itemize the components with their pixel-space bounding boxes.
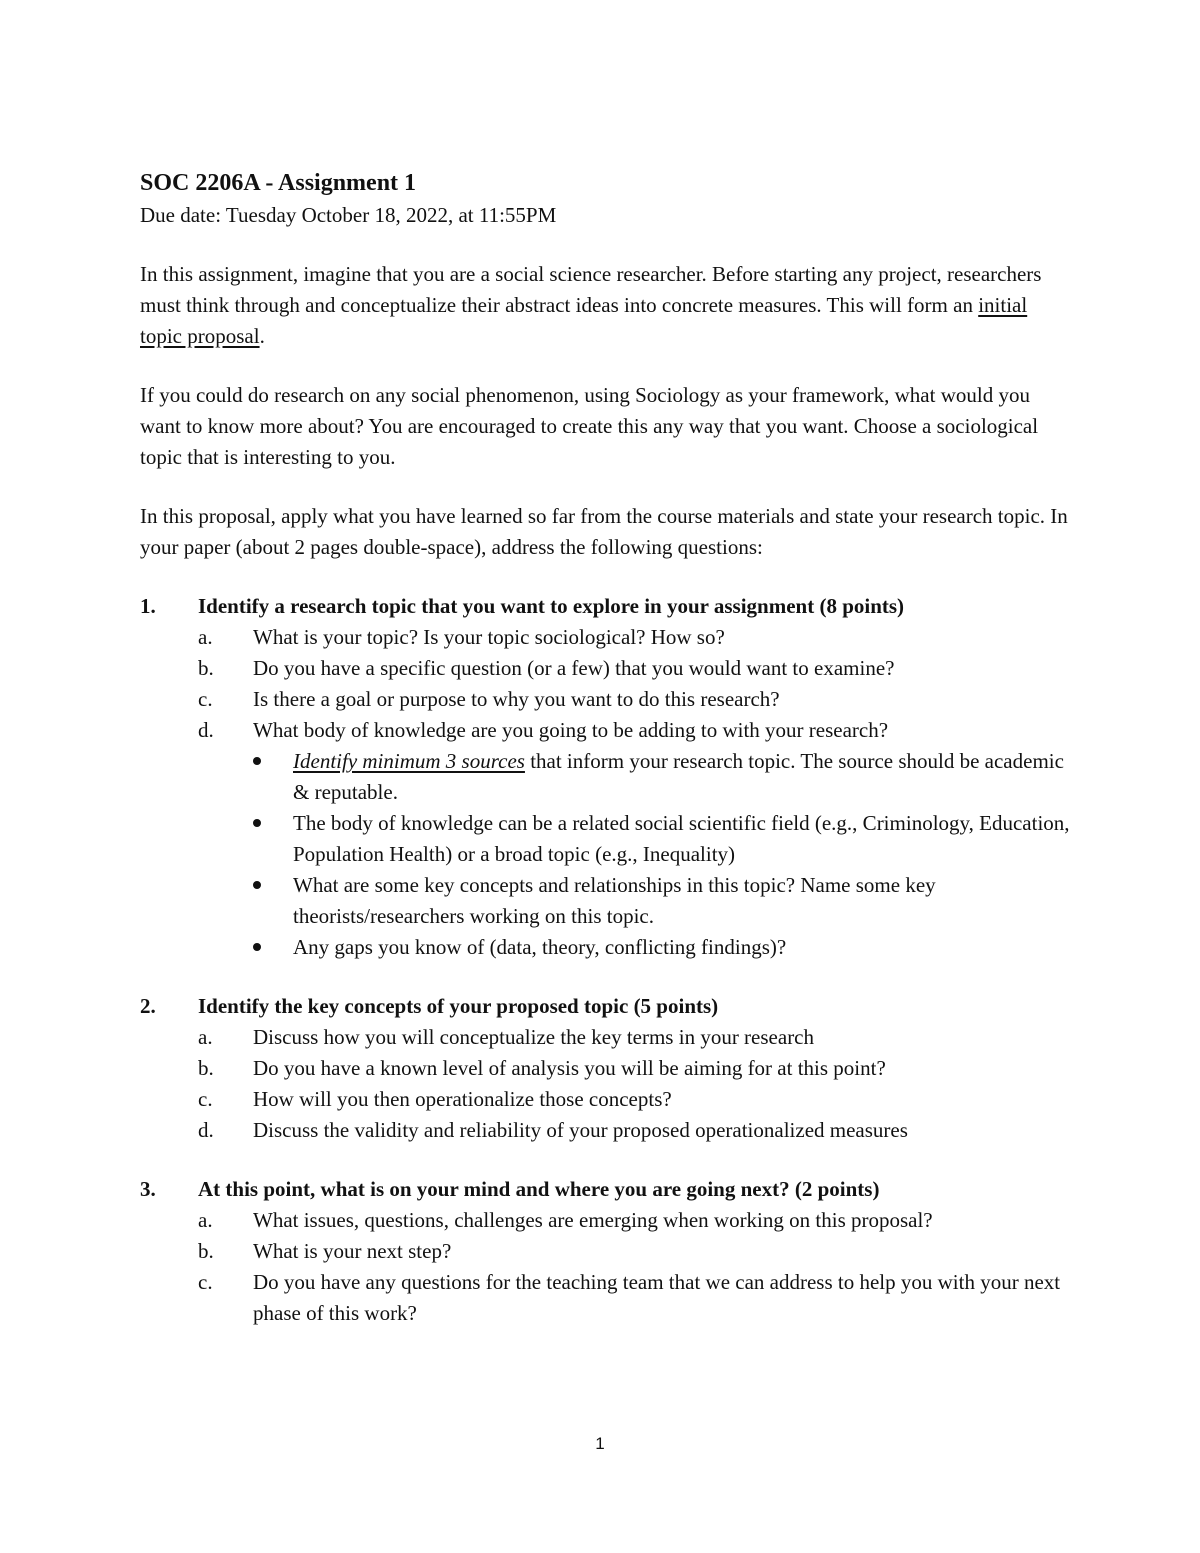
list-item xyxy=(140,1022,1070,1053)
list-item-letter: a. xyxy=(198,1025,213,1049)
list-item-letter: d. xyxy=(198,718,214,742)
question-heading xyxy=(140,591,1070,622)
list-item-letter: c. xyxy=(198,1270,213,1294)
list-item xyxy=(140,715,1070,746)
bullet-item xyxy=(140,746,1070,808)
bullet-text: What are some key concepts and relationships in this topic? Name some key theorists/researchers working on this topic. xyxy=(293,873,936,928)
intro-underlined-phrase: initial topic proposal xyxy=(140,293,1028,348)
question-2 xyxy=(140,991,1070,1146)
intro-text: In this assignment, imagine that you are a social science researcher. Before starting any project, researchers must think through and conceptualize their abstract ideas into concrete measures. This will form an xyxy=(140,262,1042,317)
question-number: 3. xyxy=(140,1177,156,1201)
bullet-emphasis: Identify minimum 3 sources xyxy=(293,749,525,773)
list-item-text: What issues, questions, challenges are emerging when working on this proposal? xyxy=(253,1208,933,1232)
document-title: SOC 2206A - Assignment 1 xyxy=(140,170,417,196)
list-item-text: What is your topic? Is your topic sociological? How so? xyxy=(253,625,725,649)
question-number: 2. xyxy=(140,994,156,1018)
list-item-text: What body of knowledge are you going to be adding to with your research? xyxy=(253,718,889,742)
list-item xyxy=(140,622,1070,653)
list-item xyxy=(140,1236,1070,1267)
bullet-text: The body of knowledge can be a related social scientific field (e.g., Criminology, Education, Population Health) or a broad topic (e.g., Inequality) xyxy=(293,811,1070,866)
question-heading xyxy=(140,1174,1070,1205)
intro-paragraph xyxy=(140,259,1070,352)
list-item-letter: c. xyxy=(198,687,213,711)
list-item-letter: a. xyxy=(198,1208,213,1232)
bullet-item xyxy=(140,932,1070,963)
list-item-text: What is your next step? xyxy=(253,1239,452,1263)
question-number: 1. xyxy=(140,594,156,618)
question-heading xyxy=(140,991,1070,1022)
page-number: 1 xyxy=(595,1434,605,1453)
list-item-text: Is there a goal or purpose to why you want to do this research? xyxy=(253,687,780,711)
list-item-text: Discuss how you will conceptualize the key terms in your research xyxy=(253,1025,815,1049)
bullet-text: Any gaps you know of (data, theory, conflicting findings)? xyxy=(293,935,787,959)
list-item-text: Do you have a specific question (or a few) that you would want to examine? xyxy=(253,656,895,680)
list-item xyxy=(140,653,1070,684)
question-3 xyxy=(140,1174,1070,1329)
list-item-letter: c. xyxy=(198,1087,213,1111)
list-item-letter: d. xyxy=(198,1118,214,1142)
document-content xyxy=(140,166,1070,1329)
bullet-text: that inform your research topic. The source should be academic & reputable. xyxy=(293,749,1064,804)
list-item xyxy=(140,684,1070,715)
research-paragraph: If you could do research on any social phenomenon, using Sociology as your framework, what would you want to know more about? You are encouraged to create this any way that you want. Choose a sociological topic that is interesting to you. xyxy=(140,383,1039,469)
list-item xyxy=(140,1267,1070,1329)
question-heading-text: Identify a research topic that you want to explore in your assignment (8 points) xyxy=(198,594,905,618)
list-item-letter: b. xyxy=(198,656,214,680)
list-item xyxy=(140,1115,1070,1146)
list-item-letter: b. xyxy=(198,1239,214,1263)
question-heading-text: Identify the key concepts of your proposed topic (5 points) xyxy=(198,994,719,1018)
list-item-letter: b. xyxy=(198,1056,214,1080)
question-heading-text: At this point, what is on your mind and where you are going next? (2 points) xyxy=(198,1177,880,1201)
intro-end: . xyxy=(259,324,265,348)
due-date: Due date: Tuesday October 18, 2022, at 11:55PM xyxy=(140,203,557,227)
list-item-text: Do you have a known level of analysis you will be aiming for at this point? xyxy=(253,1056,886,1080)
list-item xyxy=(140,1084,1070,1115)
question-1 xyxy=(140,591,1070,963)
list-item-letter: a. xyxy=(198,625,213,649)
list-item-text: Discuss the validity and reliability of your proposed operationalized measures xyxy=(253,1118,908,1142)
list-item-text: Do you have any questions for the teaching team that we can address to help you with your next phase of this work? xyxy=(253,1270,1061,1325)
proposal-paragraph: In this proposal, apply what you have learned so far from the course materials and state your research topic. In your paper (about 2 pages double-space), address the following questions: xyxy=(140,504,1068,559)
bullet-item xyxy=(140,808,1070,870)
bullet-item xyxy=(140,870,1070,932)
list-item xyxy=(140,1205,1070,1236)
list-item xyxy=(140,1053,1070,1084)
list-item-text: How will you then operationalize those concepts? xyxy=(253,1087,672,1111)
